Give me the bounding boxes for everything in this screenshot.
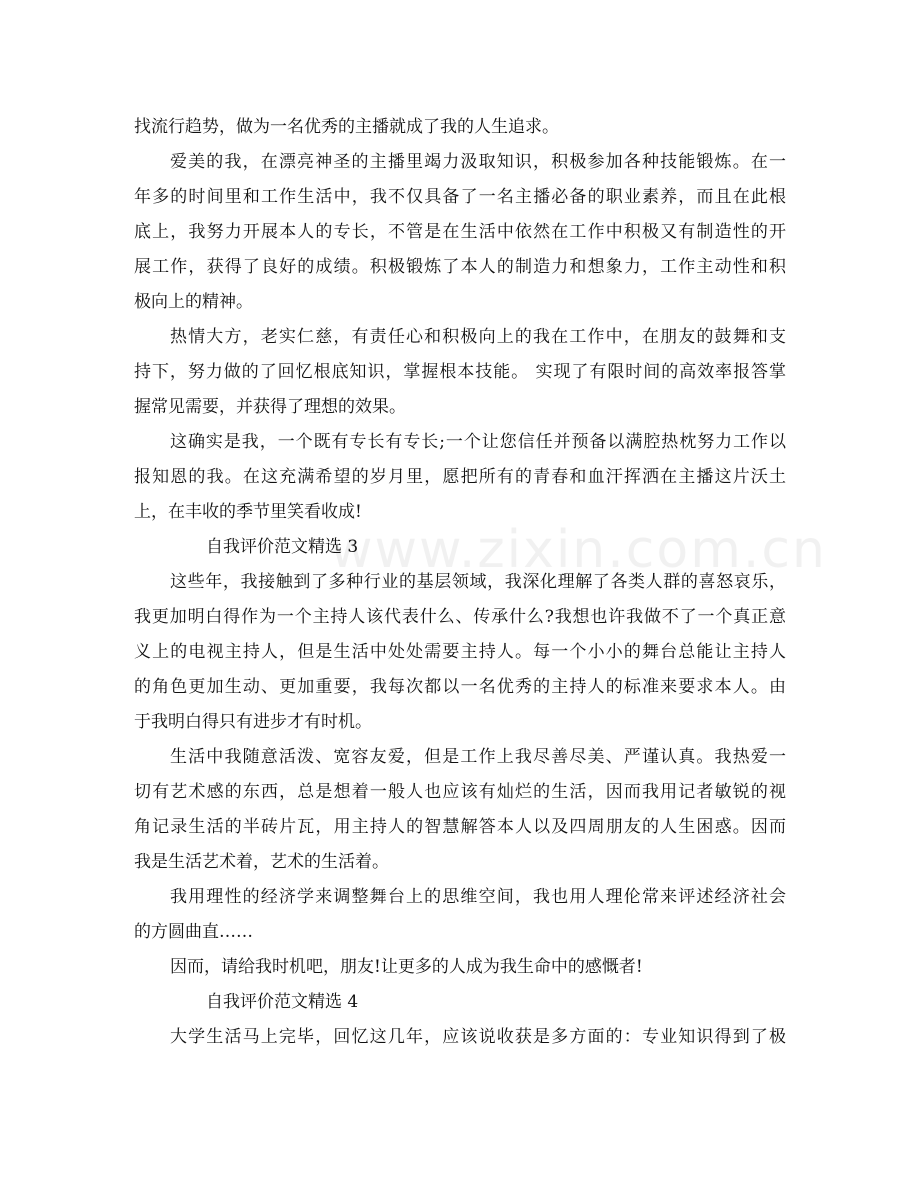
paragraph-line: 报知恩的我。在这充满希望的岁月里，愿把所有的青春和血汗挥洒在主播这片沃土	[134, 467, 786, 487]
paragraph-line: 找流行趋势，做为一名优秀的主播就成了我的人生追求。	[134, 117, 559, 137]
paragraph-line: 切有艺术感的东西，总是想着一般人也应该有灿烂的生活，因而我用记者敏锐的视	[134, 782, 786, 802]
paragraph-line: 展工作，获得了良好的成绩。积极锻炼了本人的制造力和想象力，工作主动性和积	[134, 257, 786, 277]
watermark: www.zixin.com.cn	[330, 520, 827, 580]
paragraph-line: 我用理性的经济学来调整舞台上的思维空间，我也用人理伦常来评述经济社会	[170, 887, 786, 907]
paragraph-line: 爱美的我，在漂亮神圣的主播里竭力汲取知识，积极参加各种技能锻炼。在一	[170, 152, 786, 172]
paragraph-line: 这确实是我，一个既有专长有专长;一个让您信任并预备以满腔热枕努力工作以	[170, 432, 786, 452]
paragraph-line: 角记录生活的半砖片瓦，用主持人的智慧解答本人以及四周朋友的人生困惑。因而	[134, 817, 786, 837]
section-heading: 自我评价范文精选 4	[206, 992, 359, 1012]
paragraph-line: 于我明白得只有进步才有时机。	[134, 712, 372, 732]
paragraph-line: 这些年，我接触到了多种行业的基层领域，我深化理解了各类人群的喜怒哀乐，	[170, 572, 786, 592]
document-body	[134, 110, 786, 1055]
paragraph-line: 上，在丰收的季节里笑看收成!	[134, 502, 362, 522]
paragraph-line: 生活中我随意活泼、宽容友爱，但是工作上我尽善尽美、严谨认真。我热爱一	[170, 747, 786, 767]
paragraph-line: 握常见需要，并获得了理想的效果。	[134, 397, 406, 417]
paragraph-line: 底上，我努力开展本人的专长，不管是在生活中依然在工作中积极又有制造性的开	[134, 222, 786, 242]
paragraph-line: 持下，努力做的了回忆根底知识，掌握根本技能。 实现了有限时间的高效率报答掌	[134, 362, 786, 382]
paragraph-line: 义上的电视主持人，但是生活中处处需要主持人。每一个小小的舞台总能让主持人	[134, 642, 786, 662]
paragraph-line: 热情大方，老实仁慈，有责任心和积极向上的我在工作中，在朋友的鼓舞和支	[170, 327, 786, 347]
paragraph-line: 的方圆曲直……	[134, 922, 253, 942]
paragraph-line: 我更加明白得作为一个主持人该代表什么、传承什么?我想也许我做不了一个真正意	[134, 607, 786, 627]
paragraph-line: 极向上的精神。	[134, 292, 253, 312]
paragraph-line: 因而，请给我时机吧，朋友!让更多的人成为我生命中的感慨者!	[170, 957, 643, 977]
paragraph-line: 我是生活艺术着，艺术的生活着。	[134, 852, 389, 872]
section-heading: 自我评价范文精选 3	[206, 537, 359, 557]
paragraph-line: 的角色更加生动、更加重要，我每次都以一名优秀的主持人的标准来要求本人。由	[134, 677, 786, 697]
paragraph-line: 年多的时间里和工作生活中，我不仅具备了一名主播必备的职业素养，而且在此根	[134, 187, 786, 207]
paragraph-line: 大学生活马上完毕，回忆这几年，应该说收获是多方面的：专业知识得到了极	[170, 1027, 786, 1047]
